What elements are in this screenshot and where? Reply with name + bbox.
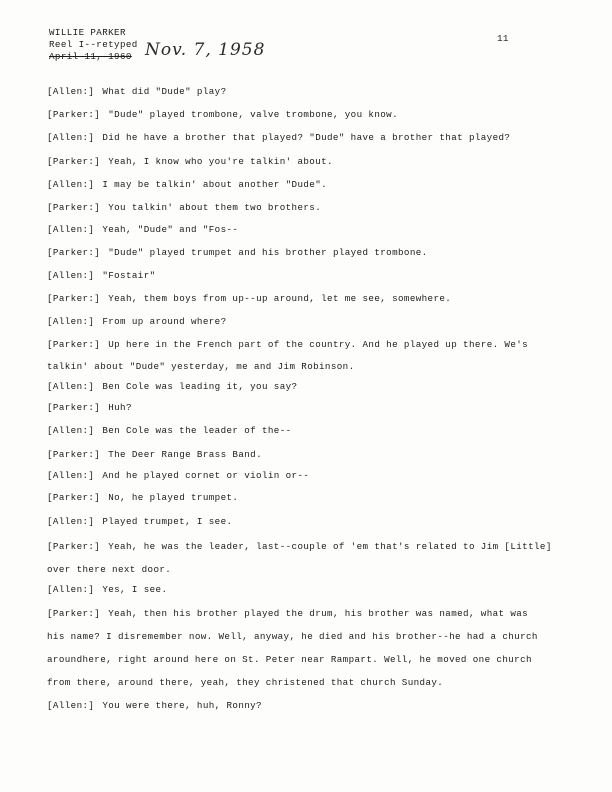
speaker-label: [Allen:] [47, 132, 95, 143]
line-text: What did "Dude" play? [102, 86, 227, 97]
line-text: And he played cornet or violin or-- [102, 470, 310, 481]
transcript-line [47, 224, 238, 235]
speaker-label: [Parker:] [47, 293, 101, 304]
transcript-line [47, 339, 528, 350]
speaker-label: [Allen:] [47, 700, 95, 711]
transcript-line [47, 677, 443, 688]
transcript-line [47, 492, 238, 503]
speaker-label: [Allen:] [47, 86, 95, 97]
line-text: I may be talkin' about another "Dude". [102, 179, 328, 190]
line-text: Yeah, I know who you're talkin' about. [108, 156, 333, 167]
line-text: from there, around there, yeah, they christened that church Sunday. [47, 677, 444, 688]
transcript-line [47, 132, 510, 143]
transcript-line [47, 654, 532, 665]
line-text: The Deer Range Brass Band. [108, 449, 262, 460]
speaker-label: [Parker:] [47, 156, 101, 167]
line-text: "Dude" played trumpet and his brother played trombone. [108, 247, 428, 258]
line-text: his name? I disremember now. Well, anyway, he died and his brother--he had a church [47, 631, 538, 642]
line-text: You talkin' about them two brothers. [108, 202, 322, 213]
line-text: Played trumpet, I see. [102, 516, 233, 527]
handwritten-date: Nov. 7, 1958 [145, 40, 266, 60]
line-text: Huh? [108, 402, 132, 413]
header-date-struck: April 11, 1960 [49, 51, 132, 62]
speaker-label: [Parker:] [47, 339, 101, 350]
transcript-line [47, 156, 333, 167]
speaker-label: [Parker:] [47, 402, 101, 413]
transcript-line [47, 425, 292, 436]
speaker-label: [Parker:] [47, 492, 101, 503]
speaker-label: [Allen:] [47, 516, 95, 527]
transcript-line [47, 700, 262, 711]
speaker-label: [Parker:] [47, 608, 101, 619]
transcript-line [47, 109, 398, 120]
line-text: aroundhere, right around here on St. Peter near Rampart. Well, he moved one church [47, 654, 532, 665]
transcript-line [47, 293, 451, 304]
line-text: over there next door. [47, 564, 172, 575]
speaker-label: [Allen:] [47, 316, 95, 327]
transcript-line [47, 179, 327, 190]
speaker-label: [Parker:] [47, 247, 101, 258]
speaker-label: [Allen:] [47, 584, 95, 595]
line-text: Did he have a brother that played? "Dude" have a brother that played? [102, 132, 511, 143]
line-text: Up here in the French part of the country. And he played up there. We's [108, 339, 529, 350]
line-text: Ben Cole was leading it, you say? [102, 381, 298, 392]
speaker-label: [Allen:] [47, 381, 95, 392]
speaker-label: [Parker:] [47, 202, 101, 213]
transcript-line [47, 449, 262, 460]
transcript-line [47, 86, 227, 97]
header-name: WILLIE PARKER [49, 27, 126, 38]
transcript-line [47, 564, 171, 575]
speaker-label: [Allen:] [47, 179, 95, 190]
line-text: talkin' about "Dude" yesterday, me and Jim Robinson. [47, 361, 355, 372]
speaker-label: [Parker:] [47, 541, 101, 552]
line-text: "Dude" played trombone, valve trombone, you know. [108, 109, 398, 120]
transcript-line [47, 316, 227, 327]
speaker-label: [Allen:] [47, 470, 95, 481]
line-text: Yeah, he was the leader, last--couple of 'em that's related to Jim [Little] [108, 541, 552, 552]
line-text: Ben Cole was the leader of the-- [102, 425, 292, 436]
speaker-label: [Allen:] [47, 224, 95, 235]
line-text: "Fostair" [102, 270, 156, 281]
line-text: Yeah, "Dude" and "Fos-- [102, 224, 239, 235]
speaker-label: [Allen:] [47, 425, 95, 436]
transcript-line [47, 361, 355, 372]
transcript-line [47, 631, 538, 642]
header-reel: Reel I--retyped [49, 39, 138, 50]
transcript-line [47, 470, 309, 481]
page-number: 11 [497, 33, 509, 44]
transcript-line [47, 270, 156, 281]
line-text: From up around where? [102, 316, 227, 327]
line-text: You were there, huh, Ronny? [102, 700, 262, 711]
transcript-line [47, 402, 132, 413]
transcript-line [47, 516, 232, 527]
line-text: No, he played trumpet. [108, 492, 239, 503]
speaker-label: [Parker:] [47, 449, 101, 460]
transcript-line [47, 584, 167, 595]
line-text: Yeah, them boys from up--up around, let me see, somewhere. [108, 293, 452, 304]
transcript-line [47, 247, 428, 258]
line-text: Yes, I see. [102, 584, 168, 595]
speaker-label: [Parker:] [47, 109, 101, 120]
transcript-line [47, 541, 552, 552]
speaker-label: [Allen:] [47, 270, 95, 281]
transcript-line [47, 381, 297, 392]
line-text: Yeah, then his brother played the drum, his brother was named, what was [108, 608, 529, 619]
transcript-line [47, 608, 528, 619]
transcript-line [47, 202, 321, 213]
